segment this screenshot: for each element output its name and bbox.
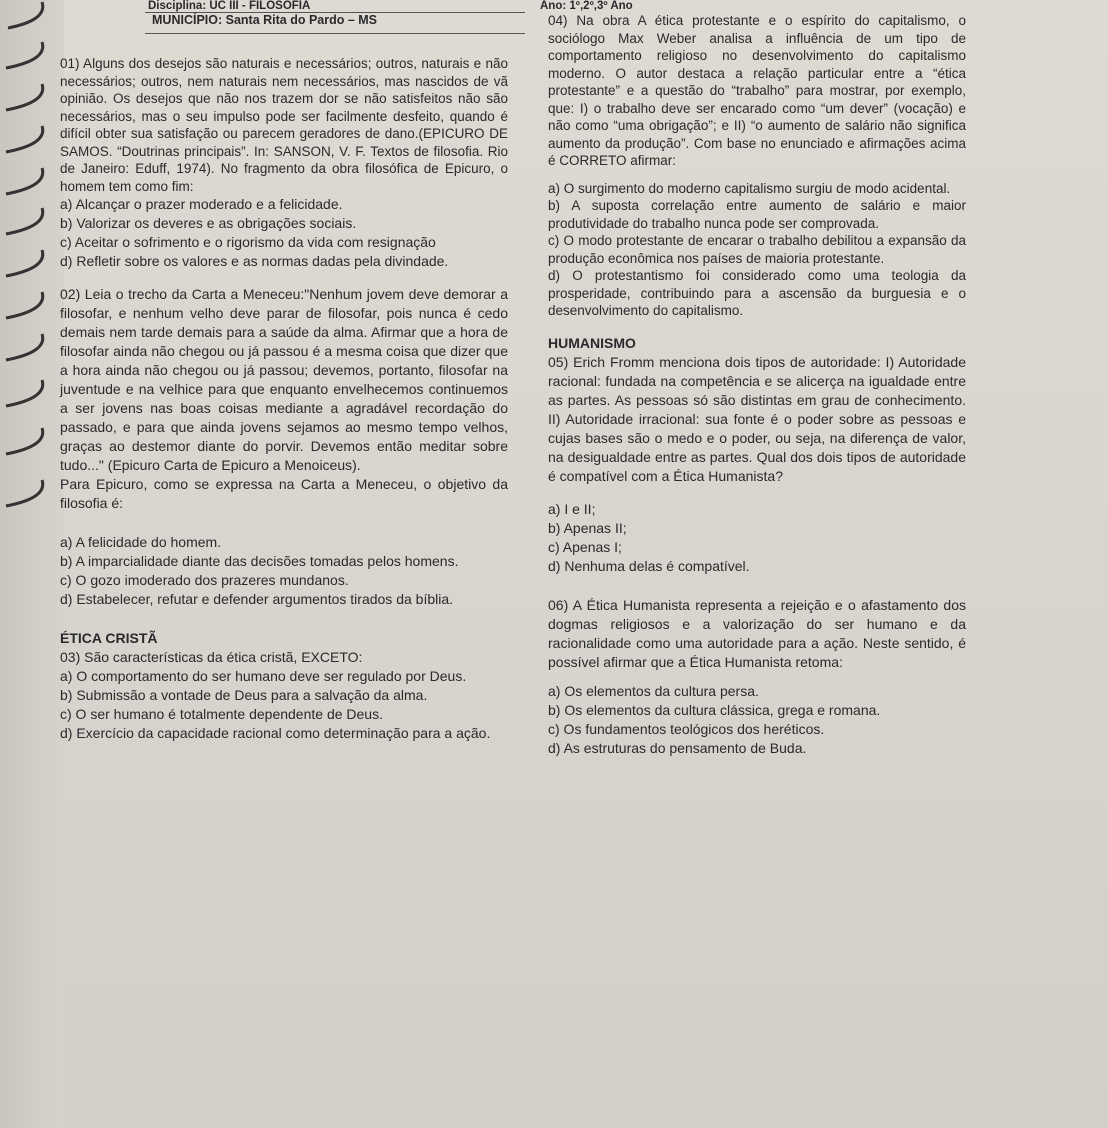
municipality-label: MUNICÍPIO: Santa Rita do Pardo – MS [152,13,378,27]
q6-option-d[interactable]: d) As estruturas do pensamento de Buda. [548,739,807,756]
q5-option-a[interactable]: a) I e II; [548,500,596,517]
q3-option-a[interactable]: a) O comportamento do ser humano deve ser regulado por Deus. [60,668,467,684]
q6-stem: 06) A Ética Humanista representa a rejeição e o afastamento dos dogmas religiosos e a valorização do ser humano e da racionalidade como uma autoridade para a ação. Neste sentido, é possível afirmar que a Ética Humanista retoma: [548,596,966,670]
year-label: Ano: 1º,2º,3º Ano [540,0,633,12]
spiral-ring-icon [2,248,54,278]
section-etica-crista: ÉTICA CRISTÃ [60,630,158,646]
right-column [548,12,966,758]
question-6 [548,596,966,758]
q5-option-c[interactable]: c) Apenas I; [548,538,622,555]
q6-option-a[interactable]: a) Os elementos da cultura persa. [548,682,759,699]
q4-option-c[interactable]: c) O modo protestante de encarar o trabalho debilitou a expansão da produção econômica nos países de maioria protestante. [548,233,966,266]
spiral-ring-icon [2,478,54,508]
spiral-ring-icon [2,290,54,320]
q5-option-b[interactable]: b) Apenas II; [548,519,627,536]
spiral-ring-icon [2,206,54,236]
q2-stem: 02) Leia o trecho da Carta a Meneceu:"Nenhum jovem deve demorar a filosofar, e nenhum velho deve parar de filosofar, pois nunca é cedo demais nem tarde demais para a saúde da alma. Afirmar que a hora de filosofar ainda não chegou ou já passou é a mesma coisa que dizer que a hora ainda não chegou ou já passou; devemos, portanto, filosofar na juventude e na velhice para que enquanto envelhecemos continuemos a ser jovens nas boas coisas mediante a agradável recordação do passado, e para que ainda jovens sejamos ao mesmo tempo velhos, graças ao destemor diante do porvir. Devemos então meditar sobre tudo..." (Epicuro Carta de Epicuro a Menoiceus). [60,286,508,473]
q2-option-c[interactable]: c) O gozo imoderado dos prazeres mundanos. [60,572,349,588]
q2-option-d[interactable]: d) Estabelecer, refutar e defender argumentos tirados da bíblia. [60,591,454,607]
question-2 [60,285,508,609]
q1-option-a[interactable]: a) Alcançar o prazer moderado e a felicidade. [60,196,343,212]
q4-option-d[interactable]: d) O protestantismo foi considerado como uma teologia da prosperidade, contribuindo para a ascensão da burguesia e o desenvolvimento do capitalismo. [548,268,966,318]
q3-option-d[interactable]: d) Exercício da capacidade racional como determinação para a ação. [60,725,491,741]
question-5 [548,353,966,576]
question-3 [60,648,508,743]
q5-stem: 05) Erich Fromm menciona dois tipos de autoridade: I) Autoridade racional: fundada na competência e se alicerça na igualdade entre as partes. As pessoas só são distintas em grau de conhecimento. II) Autoridade irracional: sua fonte é o poder sobre as pessoas e cujas bases são o medo e o poder, ou seja, na diferença de valor, na desigualdade entre as partes. Qual dos dois tipos de autoridade é compatível com a Ética Humanista? [548,353,966,484]
q2-option-b[interactable]: b) A imparcialidade diante das decisões tomadas pelos homens. [60,553,459,569]
section-humanismo: HUMANISMO [548,334,636,351]
q3-option-c[interactable]: c) O ser humano é totalmente dependente de Deus. [60,706,383,722]
spiral-ring-icon [2,124,54,154]
spiral-ring-icon [2,332,54,362]
q1-option-b[interactable]: b) Valorizar os deveres e as obrigações sociais. [60,215,357,231]
discipline-label: Disciplina: UC III - FILOSOFIA [148,0,311,12]
question-1 [60,55,508,271]
q2-option-a[interactable]: a) A felicidade do homem. [60,534,222,550]
spiral-binding [0,0,64,1128]
spiral-ring-icon [2,426,54,456]
q3-option-b[interactable]: b) Submissão a vontade de Deus para a salvação da alma. [60,687,428,703]
spiral-ring-icon [2,82,54,112]
q5-option-d[interactable]: d) Nenhuma delas é compatível. [548,557,750,574]
q1-stem: 01) Alguns dos desejos são naturais e necessários; outros, naturais e não necessários; outros, nem naturais nem necessários, mas nascidos de vã opinião. Os desejos que não nos trazem dor se não satisfeitos não são necessários, mas o seu impulso pode ser facilmente desfeito, quando é difícil obter sua satisfação ou parecem geradores de dano.(EPICURO DE SAMOS. “Doutrinas principais”. In: SANSON, V. F. Textos de filosofia. Rio de Janeiro: Eduff, 1974). No fragmento da obra filosófica de Epicuro, o homem tem como fim: [60,56,508,194]
q4-stem: 04) Na obra A ética protestante e o espírito do capitalismo, o sociólogo Max Weber analisa a influência de um tipo de comportamento religioso no desenvolvimento do capitalismo moderno. O autor destaca a relação particular entre a “ética protestante” e a questão do “trabalho” para mostrar, por exemplo, que: I) o trabalho deve ser encarado como “um dever” (vocação) e não como “uma obrigação”; e II) “o aumento de salário não significa aumento da produção”. Com base no enunciado e afirmações acima é CORRETO afirmar: [548,13,966,168]
spiral-ring-icon [2,166,54,196]
q1-option-d[interactable]: d) Refletir sobre os valores e as normas dadas pela divindade. [60,253,449,269]
spiral-ring-icon [2,0,54,30]
spiral-ring-icon [2,40,54,70]
q2-question: Para Epicuro, como se expressa na Carta a Meneceu, o objetivo da filosofia é: [60,476,508,511]
question-4 [548,12,966,320]
left-column [60,55,508,743]
spiral-ring-icon [2,378,54,408]
q3-stem: 03) São características da ética cristã, EXCETO: [60,649,363,665]
q4-option-a[interactable]: a) O surgimento do moderno capitalismo surgiu de modo acidental. [548,180,951,196]
q6-option-b[interactable]: b) Os elementos da cultura clássica, grega e romana. [548,701,881,718]
q1-option-c[interactable]: c) Aceitar o sofrimento e o rigorismo da vida com resignação [60,234,436,250]
q4-option-b[interactable]: b) A suposta correlação entre aumento de salário e maior produtividade do trabalho nunca pode ser comprovada. [548,198,966,231]
q6-option-c[interactable]: c) Os fundamentos teológicos dos heréticos. [548,720,825,737]
